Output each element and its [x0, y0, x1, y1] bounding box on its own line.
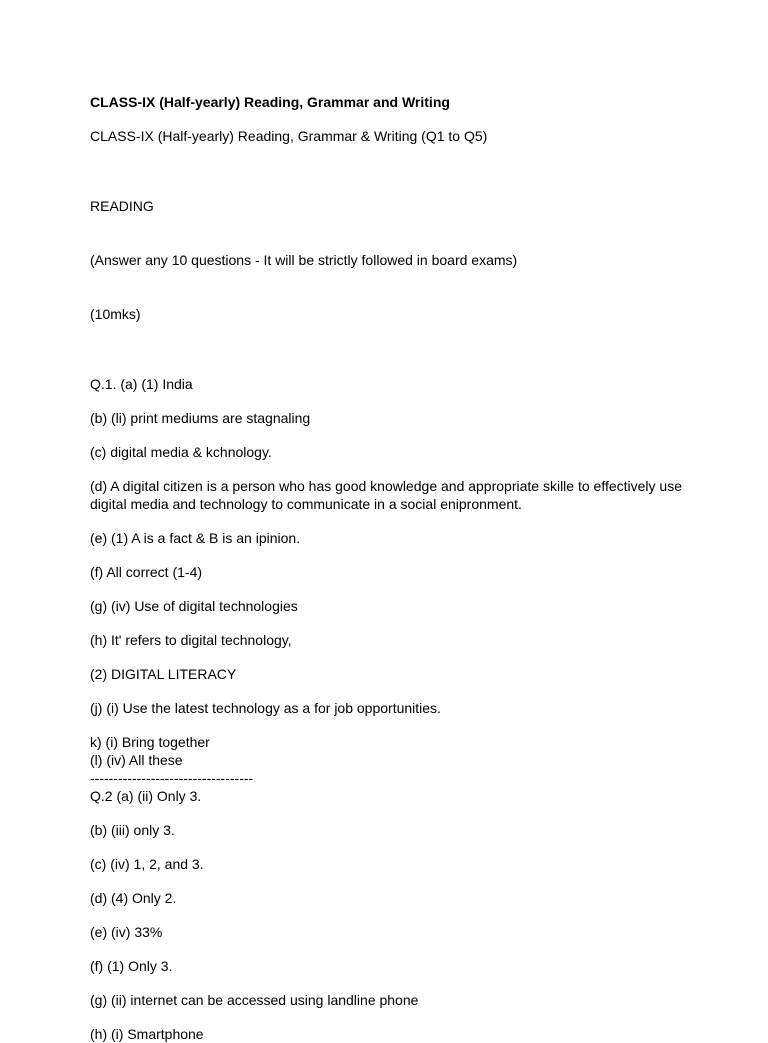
answer-q1-j: (j) (i) Use the latest technology as a for job opportunities.	[90, 700, 441, 716]
answer-q2-c: (c) (iv) 1, 2, and 3.	[90, 856, 204, 872]
answer-q2-a: Q.2 (a) (ii) Only 3.	[90, 788, 202, 804]
answer-q1-kl-group	[90, 733, 708, 787]
answer-q2-b: (b) (iii) only 3.	[90, 822, 175, 838]
document-title: CLASS-IX (Half-yearly) Reading, Grammar and Writing	[90, 94, 450, 110]
document-subtitle: CLASS-IX (Half-yearly) Reading, Grammar & Writing (Q1 to Q5)	[90, 128, 488, 144]
answer-q1-e: (e) (1) A is a fact & B is an ipinion.	[90, 530, 301, 546]
reading-note: (Answer any 10 questions - It will be strictly followed in board exams)	[90, 252, 518, 268]
section-divider: -----------------------------------	[90, 770, 254, 786]
answer-q1-h: (h) It' refers to digital technology,	[90, 632, 292, 648]
answer-q1-d: (d) A digital citizen is a person who has good knowledge and appropriate skille to effectively use digital media and technology to communicate in a social enipronment.	[90, 478, 682, 512]
reading-heading: READING	[90, 198, 154, 214]
answer-q1-i: (2) DIGITAL LITERACY	[90, 666, 237, 682]
answer-q2-h: (h) (i) Smartphone	[90, 1026, 204, 1042]
answer-q2-g: (g) (ii) internet can be accessed using landline phone	[90, 992, 419, 1008]
answer-q1-k: k) (i) Bring together	[90, 734, 210, 750]
answer-q1-g: (g) (iv) Use of digital technologies	[90, 598, 298, 614]
answer-q1-b: (b) (li) print mediums are stagnaling	[90, 410, 311, 426]
answer-q2-f: (f) (1) Only 3.	[90, 958, 173, 974]
answer-q1-l: (l) (iv) All these	[90, 752, 183, 768]
answer-q1-f: (f) All correct (1-4)	[90, 564, 203, 580]
answer-q1-c: (c) digital media & kchnology.	[90, 444, 272, 460]
answer-q1-a: Q.1. (a) (1) India	[90, 376, 193, 392]
reading-section-header	[90, 161, 708, 359]
answer-q2-d: (d) (4) Only 2.	[90, 890, 177, 906]
reading-marks: (10mks)	[90, 306, 141, 322]
answer-q2-e: (e) (iv) 33%	[90, 924, 163, 940]
